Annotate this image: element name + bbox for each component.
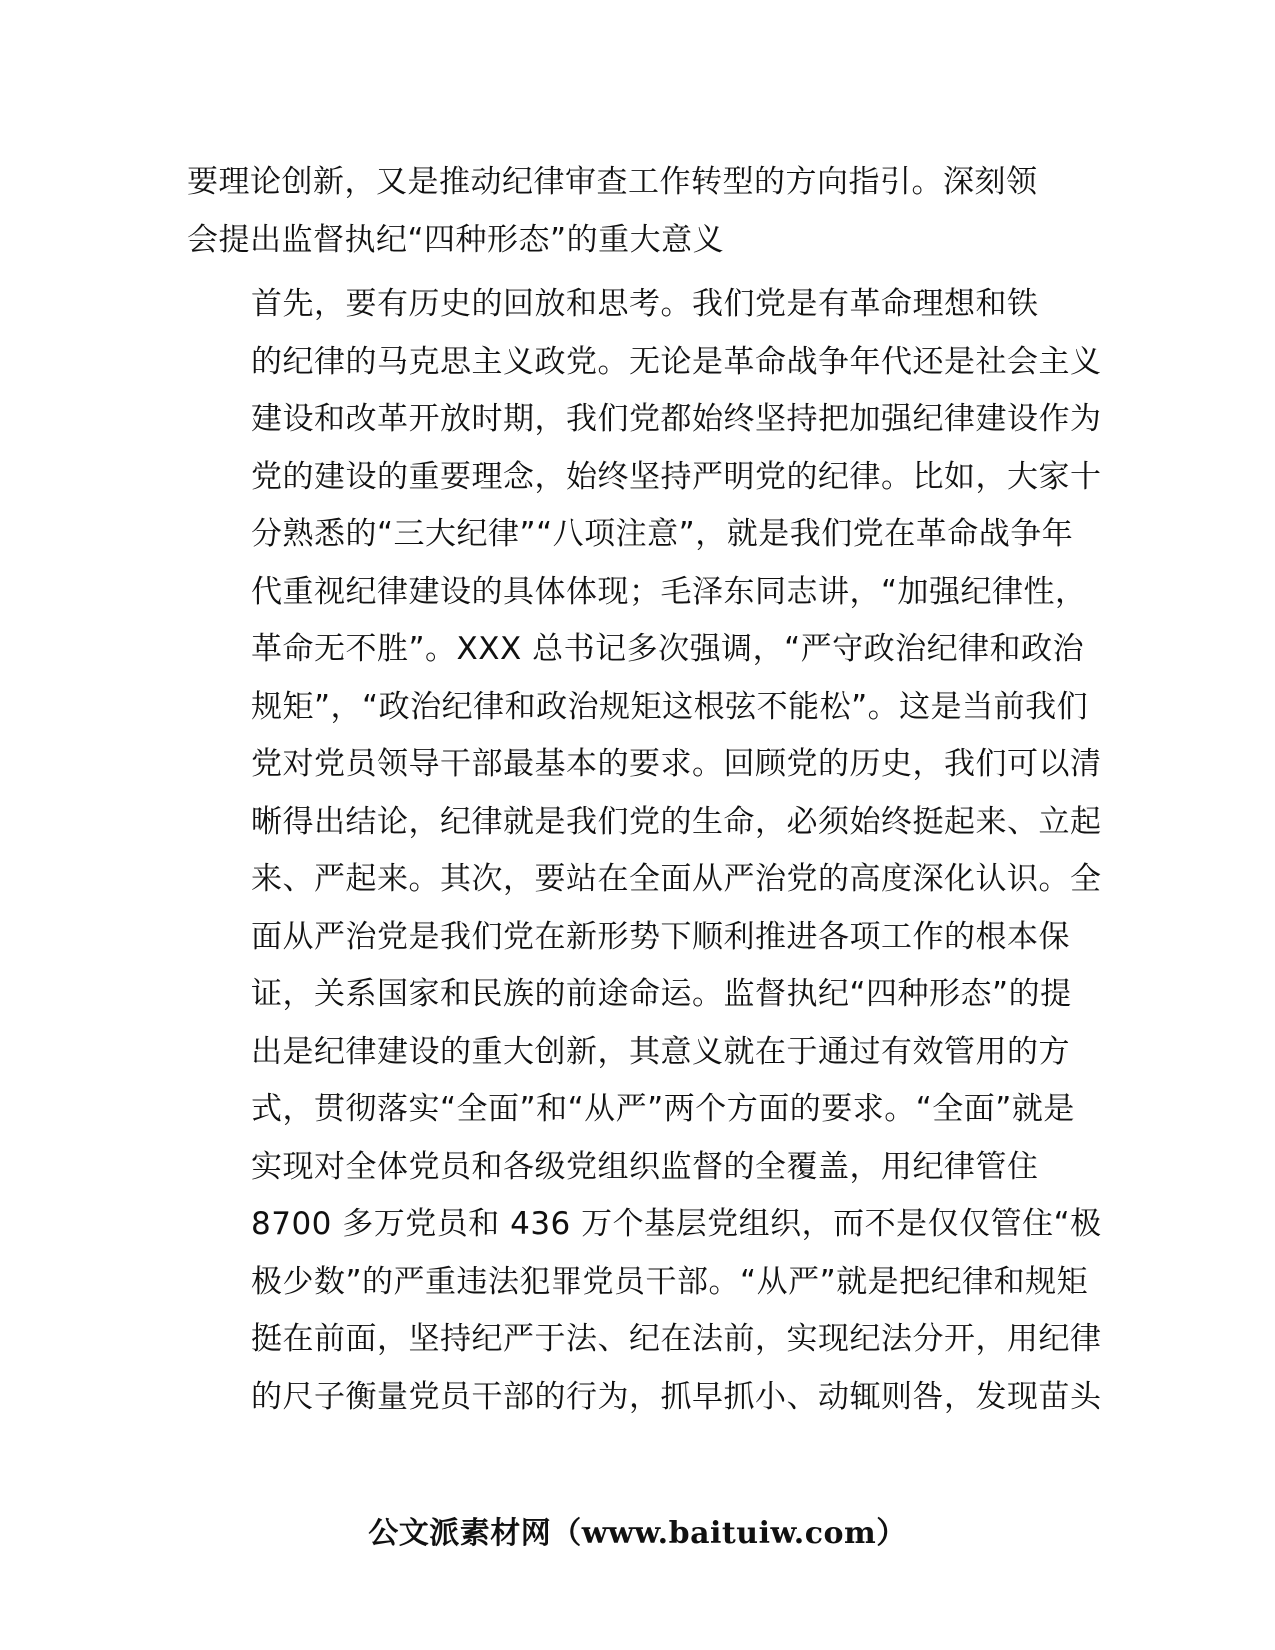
text-line: 党的建设的重要理念，始终坚持严明党的纪律。比如，大家十: [251, 458, 1102, 495]
text-line: 证，关系国家和民族的前途命运。监督执纪“四种形态”的提: [251, 976, 1072, 1012]
paragraph: [187, 276, 1102, 1426]
text-line: 式，贯彻落实“全面”和“从严”两个方面的要求。“全面”就是: [251, 1091, 1075, 1127]
text-line: 分熟悉的“三大纪律”“八项注意”，就是我们党在革命战争年: [251, 516, 1074, 552]
document-body: [187, 154, 1102, 1426]
text-line: 规矩”，“政治纪律和政治规矩这根弦不能松”。这是当前我们: [251, 688, 1089, 725]
text-line: 出是纪律建设的重大创新，其意义就在于通过有效管用的方: [251, 1033, 1070, 1070]
text-line: 晰得出结论，纪律就是我们党的生命，必须始终挺起来、立起: [251, 803, 1102, 840]
text-line: 的尺子衡量党员干部的行为，抓早抓小、动辄则咎，发现苗头: [251, 1378, 1102, 1415]
text-line: 来、严起来。其次，要站在全面从严治党的高度深化认识。全: [251, 861, 1102, 897]
text-line: 实现对全体党员和各级党组织监督的全覆盖，用纪律管住: [251, 1148, 1039, 1185]
paragraph: [187, 154, 1087, 269]
text-line: 面从严治党是我们党在新形势下顺利推进各项工作的根本保: [251, 918, 1070, 955]
text-line: 的纪律的马克思主义政党。无论是革命战争年代还是社会主义: [251, 343, 1102, 380]
text-line: 代重视纪律建设的具体体现；毛泽东同志讲，“加强纪律性，: [251, 573, 1087, 610]
text-line: 要理论创新，又是推动纪律审查工作转型的方向指引。深刻领: [187, 164, 1038, 200]
text-line: 建设和改革开放时期，我们党都始终坚持把加强纪律建设作为: [251, 401, 1102, 437]
text-line: 8700 多万党员和 436 万个基层党组织，而不是仅仅管住“极: [251, 1206, 1102, 1242]
text-line: 首先，要有历史的回放和思考。我们党是有革命理想和铁: [251, 286, 1039, 322]
text-line: 极少数”的严重违法犯罪党员干部。“从严”就是把纪律和规矩: [251, 1263, 1089, 1300]
text-line: 革命无不胜”。XXX 总书记多次强调，“严守政治纪律和政治: [251, 631, 1085, 667]
text-line: 会提出监督执纪“四种形态”的重大意义: [187, 221, 725, 258]
text-line: 党对党员领导干部最基本的要求。回顾党的历史，我们可以清: [251, 746, 1102, 782]
text-line: 挺在前面，坚持纪严于法、纪在法前，实现纪法分开，用纪律: [251, 1321, 1102, 1357]
footer-watermark: 公文派素材网（www.baituiw.com）: [368, 1516, 907, 1551]
